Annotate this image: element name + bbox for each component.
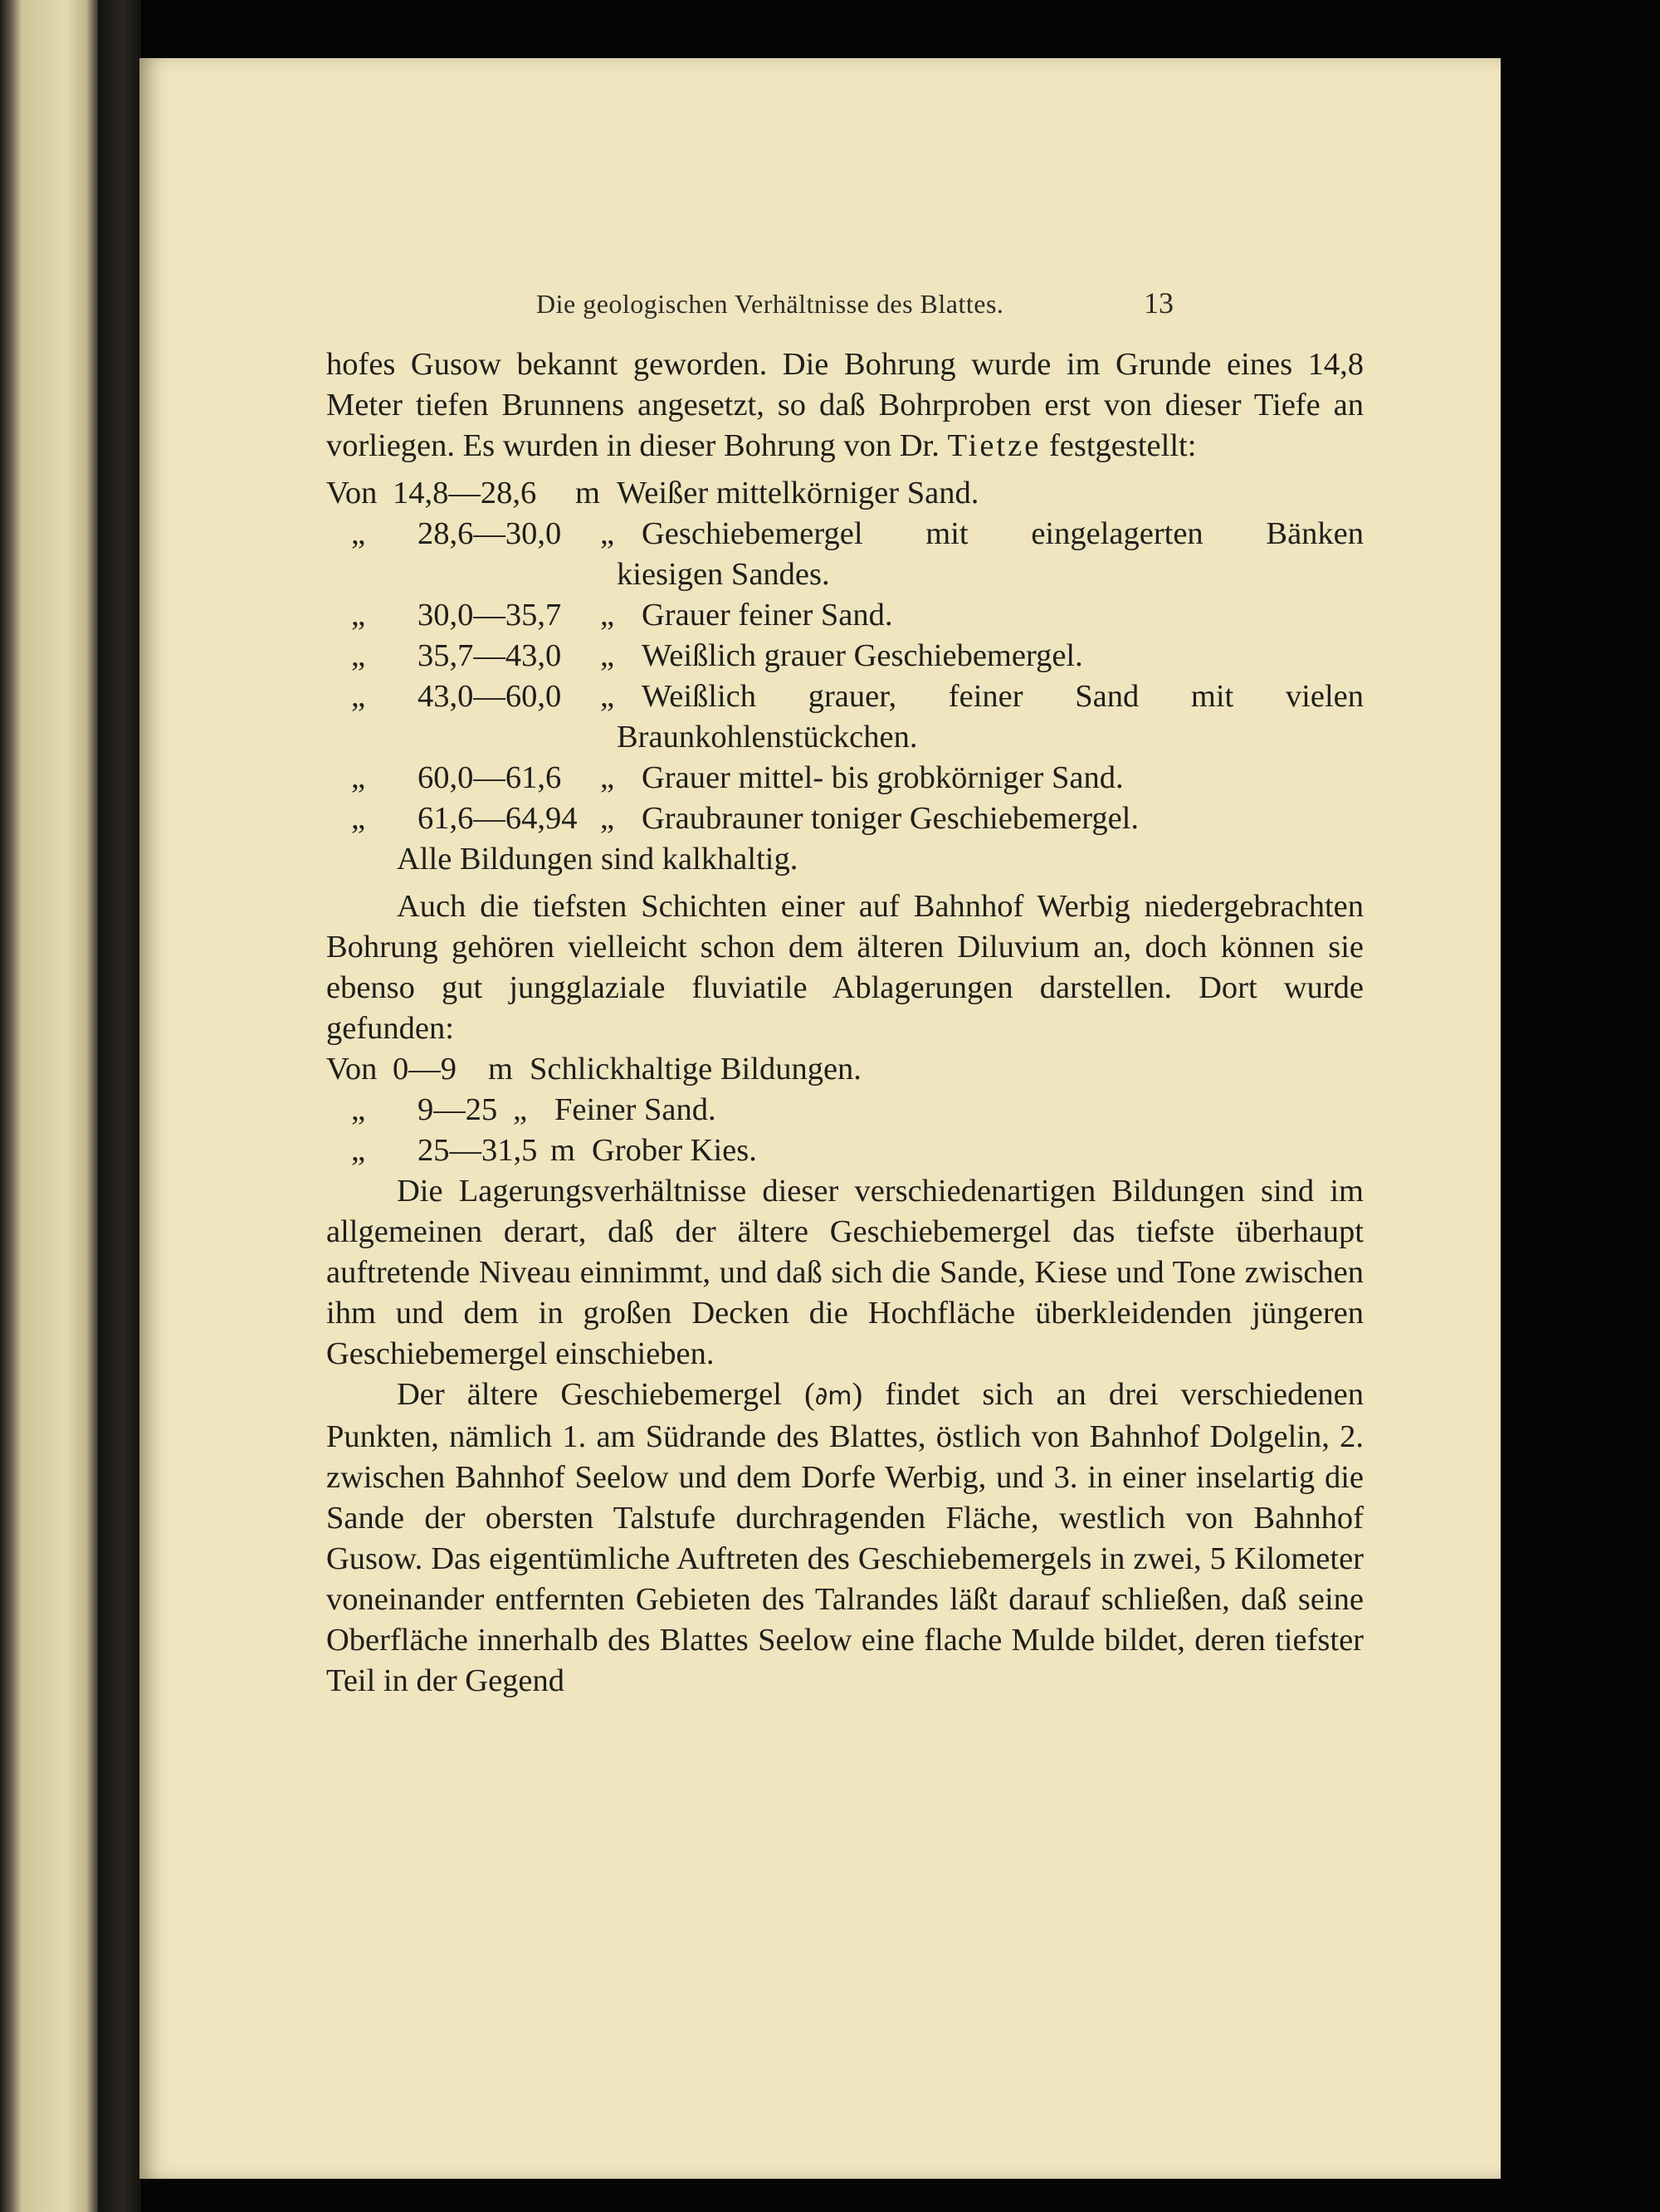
intro-line: eines 14,8 Meter tiefen Brunnens angesetzt, so daß Bohrproben erst: [326, 347, 1365, 422]
boring-row: [326, 514, 1364, 554]
depth-unit: „: [600, 598, 615, 632]
boring-table-gusow: [326, 473, 1364, 880]
row-prefix: „: [351, 598, 366, 632]
boring-note: Alle Bildungen sind kalkhaltig.: [397, 842, 798, 876]
row-prefix: Von: [326, 476, 378, 510]
depth-unit: m: [550, 1133, 575, 1168]
depth-range: 43,0—60,0: [417, 679, 562, 714]
paragraph-lagerung: Die Lagerungsverhältnisse dieser verschiedenartigen Bildungen sind im allgemeinen derart, daß der ältere Geschiebemergel das tiefste überhaupt auftretende Niveau einnimmt, und daß sich die Sande, Kiese und Tone zwischen ihm und dem in großen Decken die Hochfläche überkleidenden jüngeren Geschiebemergel einschieben.: [326, 1174, 1364, 1371]
boring-row: [326, 636, 1364, 676]
depth-range: 60,0—61,6: [417, 760, 562, 795]
paragraph-werbig: Auch die tiefsten Schichten einer auf Bahnhof Werbig niedergebrachten Bohrung gehören vielleicht schon dem älteren Diluvium an, doch können sie ebenso gut jungglaziale fluviatile Ablagerungen darstellen. Dort wurde gefunden:: [326, 889, 1364, 1046]
layer-description-continued: kiesigen Sandes.: [617, 557, 830, 592]
depth-unit: „: [513, 1092, 528, 1127]
depth-unit: „: [600, 760, 615, 795]
layer-description: Grauer feiner Sand.: [642, 598, 893, 632]
book-gutter: [98, 0, 141, 2212]
layer-description: Grauer mittel- bis grobkörniger Sand.: [642, 760, 1124, 795]
intro-paragraph: [326, 344, 1364, 466]
layer-description-continued: Braunkohlenstückchen.: [617, 720, 918, 754]
depth-range: 35,7—43,0: [417, 638, 562, 673]
depth-unit: „: [600, 801, 615, 836]
paragraph-text: Der ältere Geschiebemergel (: [397, 1377, 815, 1412]
row-prefix: „: [351, 1092, 366, 1127]
intro-line: festgestellt:: [1041, 428, 1197, 463]
page-number: 13: [1144, 286, 1174, 320]
intro-line: von dieser Tiefe an vorliegen. Es wurden in dieser Bohrung: [326, 388, 1365, 463]
row-prefix: „: [351, 760, 366, 795]
boring-row: [326, 676, 1364, 717]
boring-row: [326, 798, 1364, 839]
depth-unit: „: [600, 516, 615, 551]
layer-description: Weißlich grauer Geschiebemergel.: [642, 638, 1083, 673]
row-prefix: „: [351, 1133, 366, 1168]
book-page: [139, 58, 1501, 2179]
boring-row: [326, 1090, 1364, 1130]
row-prefix: Von: [326, 1052, 378, 1086]
boring-row: [326, 1130, 1364, 1171]
layer-description: Weißer mittelkörniger Sand.: [617, 476, 979, 510]
left-page-edge: [0, 0, 98, 2212]
layer-description: Geschiebemergel mit eingelagerten Bänken: [642, 516, 1364, 551]
depth-unit: m: [575, 476, 600, 510]
author-name: Tietze: [947, 428, 1042, 463]
row-prefix: „: [351, 638, 366, 673]
intro-line: hofes Gusow bekannt geworden. Die Bohrung wurde im Grunde: [326, 347, 1212, 382]
boring-row: [326, 595, 1364, 636]
row-prefix: „: [351, 801, 366, 836]
layer-description: Weißlich grauer, feiner Sand mit vielen: [642, 679, 1364, 714]
layer-description: Graubrauner toniger Geschiebemergel.: [642, 801, 1139, 836]
intro-line: von Dr.: [843, 428, 948, 463]
depth-range: 61,6—64,94: [417, 801, 578, 836]
row-prefix: „: [351, 516, 366, 551]
map-symbol: ∂m: [814, 1382, 852, 1411]
boring-row: [326, 473, 1364, 514]
boring-table-werbig: [326, 1049, 1364, 1171]
boring-row: [326, 1049, 1364, 1090]
depth-range: 9—25: [417, 1092, 498, 1127]
paragraph-text: ) findet sich an drei verschiedenen Punkten, nämlich 1. am Südrande des Blattes, östlich von Bahnhof Dolgelin, 2. zwischen Bahnhof Seelow und dem Dorfe Werbig, und 3. in einer inselartig die Sande der obersten Talstufe durchragenden Fläche, westlich von Bahnhof Gusow. Das eigentümliche Auftreten des Geschiebemergels in zwei, 5 Kilometer voneinander entfernten Gebieten des Talrandes läßt darauf schließen, daß seine Oberfläche innerhalb des Blattes Seelow eine flache Mulde bildet, deren tiefster Teil in der Gegend: [326, 1377, 1364, 1698]
running-title: Die geologischen Verhältnisse des Blattes.: [536, 289, 1004, 319]
layer-description: Grober Kies.: [592, 1133, 757, 1168]
body-text: [326, 344, 1364, 1702]
depth-range: 30,0—35,7: [417, 598, 562, 632]
depth-range: 25—31,5: [417, 1133, 538, 1168]
depth-unit: „: [600, 679, 615, 714]
row-prefix: „: [351, 679, 366, 714]
layer-description: Feiner Sand.: [554, 1092, 716, 1127]
depth-range: 14,8—28,6: [393, 476, 537, 510]
page-header: [139, 286, 1501, 322]
depth-range: 0—9: [393, 1052, 456, 1086]
depth-unit: m: [488, 1052, 513, 1086]
depth-unit: „: [600, 638, 615, 673]
paragraph-geschiebemergel: [326, 1375, 1364, 1702]
depth-range: 28,6—30,0: [417, 516, 562, 551]
layer-description: Schlickhaltige Bildungen.: [530, 1052, 862, 1086]
boring-row: [326, 758, 1364, 798]
